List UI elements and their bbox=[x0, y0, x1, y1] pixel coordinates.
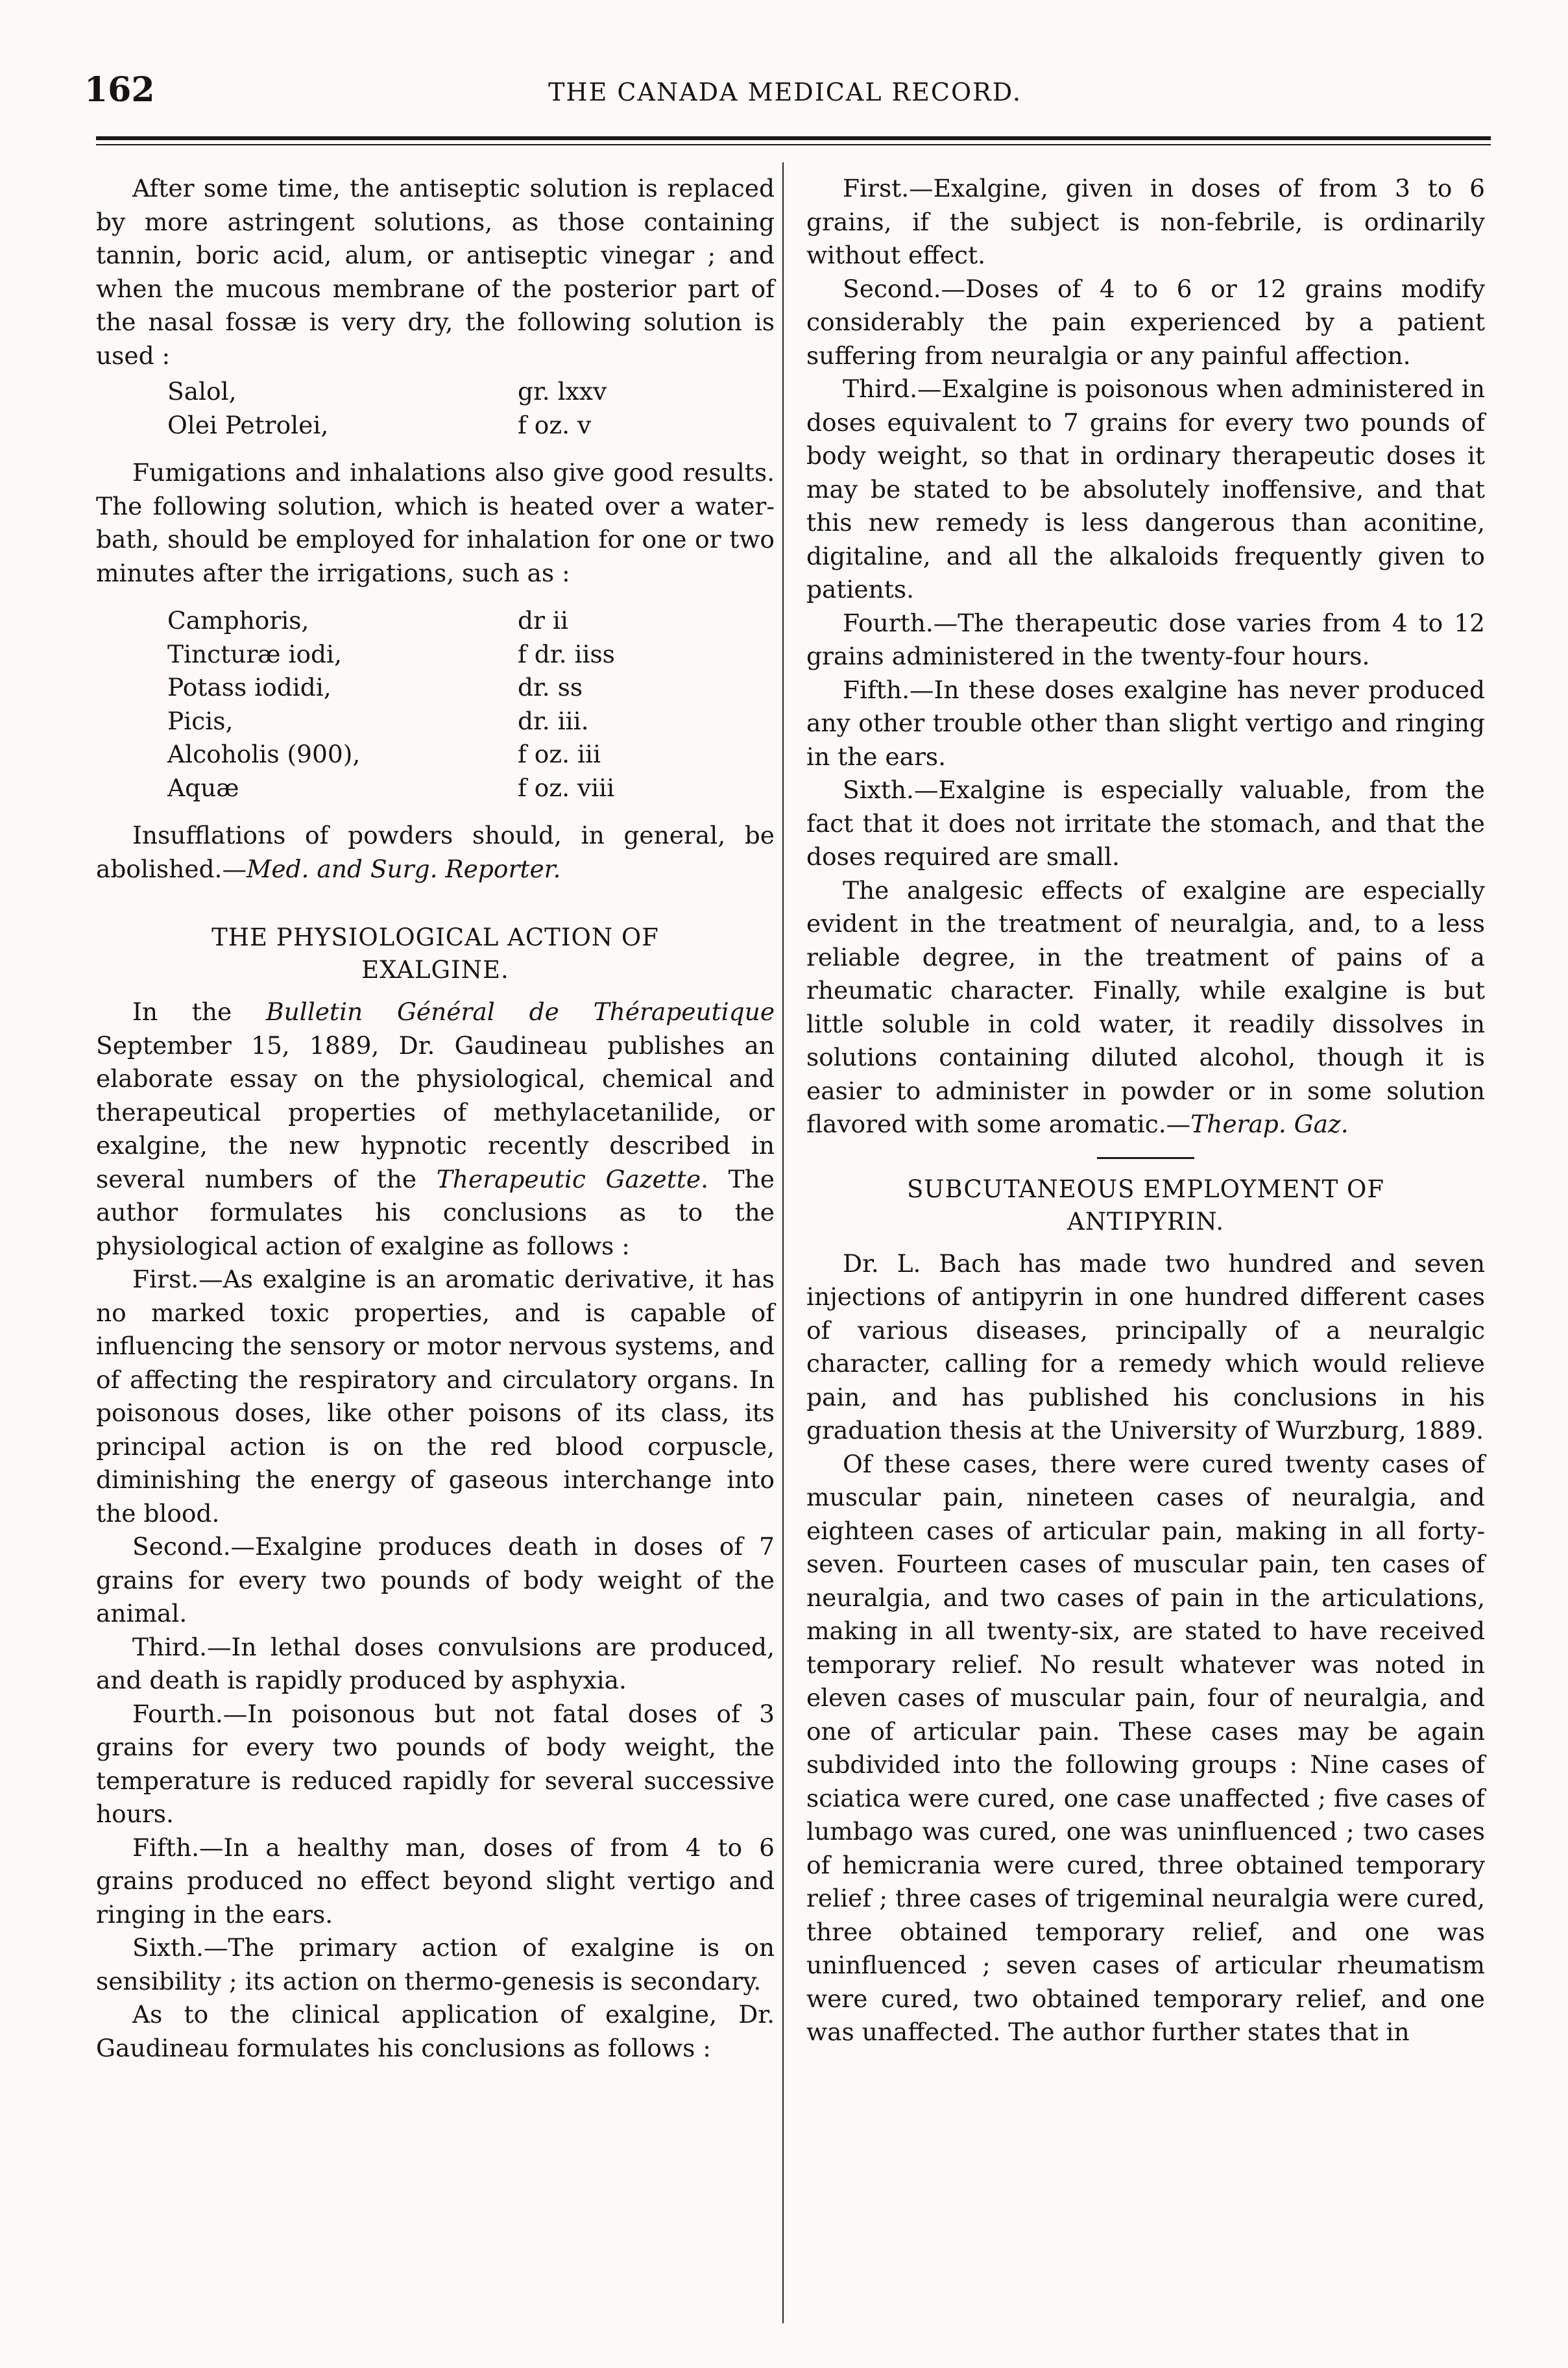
conclusion-fifth: Fifth.—In a healthy man, doses of from 4 to 6 grains produced no effect beyond slight vertigo and ringing in the ears. bbox=[96, 1833, 775, 1929]
drug-dose: dr. iii. bbox=[518, 706, 589, 735]
paragraph-intro bbox=[96, 995, 775, 1263]
drug-dose: dr ii bbox=[518, 606, 568, 635]
formula-row bbox=[96, 409, 775, 443]
drug-name: Alcoholis (900), bbox=[167, 740, 361, 768]
drug-name: Camphoris, bbox=[167, 606, 309, 635]
citation: Med. and Surg. Reporter. bbox=[246, 854, 561, 883]
paragraph-insufflations bbox=[96, 819, 775, 886]
conclusion-third: Third.—In lethal doses convulsions are produced, and death is rapidly produced by asphyxia. bbox=[96, 1632, 775, 1694]
formula-row bbox=[96, 705, 775, 738]
conclusion-fourth: Fourth.—In poisonous but not fatal doses of 3 grains for every two pounds of body weight, the temperature is reduced rapidly for several successive hours. bbox=[96, 1699, 775, 1828]
intro-text: In the bbox=[132, 997, 267, 1026]
section-title-line: ANTIPYRIN. bbox=[1067, 1207, 1224, 1236]
page-number: 162 bbox=[84, 70, 155, 110]
conclusion-first: First.—As exalgine is an aromatic derivative, it has no marked toxic properties, and is capable of influencing the sensory or motor nervous systems, and of affecting the respiratory and circulatory organs. In poisonous doses, like other poisons of its class, its principal action is on the red blood corpuscle, diminishing the energy of gaseous interchange into the blood. bbox=[96, 1265, 775, 1528]
intro-text: September 15, 1889, Dr. Gaudineau publishes an elaborate essay on the physiological, chemical and therapeutical properties of methylacetanilide, or exalgine, the new hypnotic recently described in several numbers of the bbox=[96, 1031, 775, 1193]
conclusion-second: Second.—Exalgine produces death in doses of 7 grains for every two pounds of body weight of the animal. bbox=[96, 1532, 775, 1628]
left-column bbox=[96, 172, 775, 2065]
paragraph-bach: Dr. L. Bach has made two hundred and seven injections of antipyrin in one hundred different cases of various diseases, principally of a neuralgic character, calling for a remedy which would relieve pain, and has published his conclusions in his graduation thesis at the University of Wurzburg, 1889. bbox=[806, 1249, 1485, 1445]
drug-dose: f oz. v bbox=[518, 410, 592, 439]
paragraph-fumigations: Fumigations and inhalations also give good results. The following solution, which is heated over a water-bath, should be employed for inhalation for one or two minutes after the irrigations, such as : bbox=[96, 458, 775, 587]
section-title-line: SUBCUTANEOUS EMPLOYMENT OF bbox=[906, 1175, 1385, 1203]
drug-dose: f oz. iii bbox=[518, 740, 601, 768]
journal-name: Bulletin Général de Thérapeutique bbox=[266, 997, 775, 1026]
clinical-fourth: Fourth.—The therapeutic dose varies from 4 to 12 grains administered in the twenty-four hours. bbox=[806, 608, 1485, 670]
journal-name: Therapeutic Gazette bbox=[436, 1164, 701, 1193]
drug-name: Picis, bbox=[167, 706, 234, 735]
conclusion-sixth: Sixth.—The primary action of exalgine is on sensibility ; its action on thermo-genesis is secondary. bbox=[96, 1933, 775, 1996]
formula-row bbox=[96, 375, 775, 409]
clinical-second: Second.—Doses of 4 to 6 or 12 grains modify considerably the pain experienced by a patient suffering from neuralgia or any painful affection. bbox=[806, 274, 1485, 370]
section-title-line: EXALGINE. bbox=[361, 956, 509, 984]
drug-name: Aquæ bbox=[167, 773, 239, 802]
formula-row bbox=[96, 638, 775, 672]
paragraph-astringent: After some time, the antiseptic solution is replaced by more astringent solutions, as those containing tannin, boric acid, alum, or antiseptic vinegar ; and when the mucous membrane of the posterior part of the nasal fossæ is very dry, the following solution is used : bbox=[96, 174, 775, 370]
drug-dose: gr. lxxv bbox=[518, 377, 607, 406]
intro-text: . The author formulates his conclusions as to the physiological action of exalgine as follows : bbox=[96, 1164, 775, 1260]
formula-inhalation bbox=[96, 604, 775, 805]
formula-row bbox=[96, 772, 775, 805]
drug-dose: dr. ss bbox=[518, 673, 583, 702]
drug-name: Tincturæ iodi, bbox=[167, 639, 342, 668]
page-header bbox=[84, 70, 1486, 122]
journal-title: THE CANADA MEDICAL RECORD. bbox=[548, 78, 1022, 106]
drug-name: Potass iodidi, bbox=[167, 673, 332, 702]
paragraph-clinical: As to the clinical application of exalgine, Dr. Gaudineau formulates his conclusions as follows : bbox=[96, 2000, 775, 2062]
clinical-third: Third.—Exalgine is poisonous when administered in doses equivalent to 7 grains for every two pounds of body weight, so that in ordinary therapeutic doses it may be stated to be absolutely inoffensive, and that this new remedy is less dangerous than aconitine, digitaline, and all the alkaloids frequently given to patients. bbox=[806, 374, 1485, 604]
header-rule-thin bbox=[96, 144, 1491, 145]
paragraph-cases: Of these cases, there were cured twenty cases of muscular pain, nineteen cases of neuralgia, and eighteen cases of articular pain, making in all forty-seven. Fourteen cases of muscular pain, ten cases of neuralgia, and two cases of pain in the articulations, making in all twenty-six, are stated to have received temporary relief. No result whatever was noted in eleven cases of muscular pain, four of neuralgia, and one of articular pain. These cases may be again subdivided into the following groups : Nine cases of sciatica were cured, one case unaffected ; five cases of lumbago was cured, one was uninfluenced ; two cases of hemicrania were cured, three obtained temporary relief ; three cases of trigeminal neuralgia were cured, three obtained temporary relief, and one was uninfluenced ; seven cases of articular rheumatism were cured, two obtained temporary relief, and one was unaffected. The author further states that in bbox=[806, 1449, 1485, 2046]
column-divider bbox=[782, 162, 784, 2323]
clinical-fifth: Fifth.—In these doses exalgine has never produced any other trouble other than slight vertigo and ringing in the ears. bbox=[806, 675, 1485, 771]
header-rule-thick bbox=[96, 136, 1491, 140]
drug-dose: f dr. iiss bbox=[518, 639, 615, 668]
drug-name: Salol, bbox=[167, 377, 237, 406]
drug-dose: f oz. viii bbox=[518, 773, 615, 802]
formula-salol bbox=[96, 375, 775, 442]
section-title bbox=[96, 922, 775, 986]
section-divider bbox=[1097, 1157, 1194, 1159]
formula-row bbox=[96, 738, 775, 772]
drug-name: Olei Petrolei, bbox=[167, 410, 329, 439]
section-title-line: THE PHYSIOLOGICAL ACTION OF bbox=[211, 923, 659, 951]
formula-row bbox=[96, 604, 775, 638]
clinical-sixth: Sixth.—Exalgine is especially valuable, from the fact that it does not irritate the stomach, and that the doses required are small. bbox=[806, 775, 1485, 871]
formula-row bbox=[96, 671, 775, 705]
citation: Therap. Gaz. bbox=[1190, 1110, 1349, 1138]
paragraph-analgesic bbox=[806, 874, 1485, 1141]
clinical-first: First.—Exalgine, given in doses of from 3 to 6 grains, if the subject is non-febrile, is ordinarily without effect. bbox=[806, 174, 1485, 269]
section-title bbox=[806, 1173, 1485, 1238]
insufflations-text: Insufflations of powders should, in general, be abolished.— bbox=[96, 821, 775, 883]
analgesic-text: The analgesic effects of exalgine are especially evident in the treatment of neuralgia, and, to a less reliable degree, in the treatment of pains of a rheumatic character. Finally, while exalgine is but little soluble in cold water, it readily dissolves in solutions containing diluted alcohol, though it is easier to administer in powder or in some solution flavored with some aromatic.— bbox=[806, 875, 1485, 1138]
right-column bbox=[806, 172, 1485, 2049]
